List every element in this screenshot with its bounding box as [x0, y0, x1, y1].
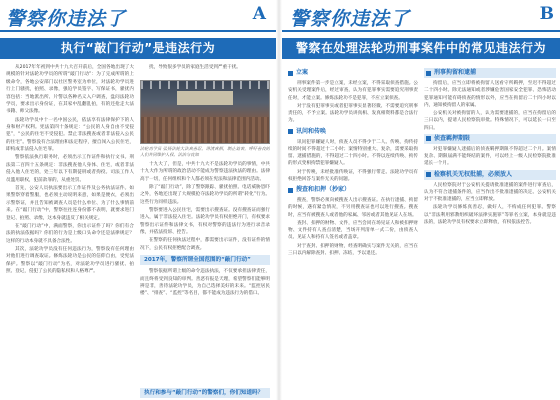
article-column-2	[424, 66, 556, 398]
masthead-title: 警察你违法了	[290, 8, 411, 30]
paragraph: 在“敲门行动”中，满面警察，你出示证件了吗？你们有合法的执法依据吗？你们的行为是上级口头命令还是法律规定？这样的行动本身就不具备合法性。	[6, 223, 134, 244]
closing-headline: 执行和参与“敲门行动”的警察们，你们知道吗？	[140, 388, 270, 398]
page-a	[0, 0, 276, 400]
section-heading: 检察机关无权批捕，必须放人	[424, 170, 556, 180]
section-heading: 讯问和传唤	[288, 127, 418, 137]
paragraph: 人民检察院对于公安机关提请批准逮捕的案件进行审查后，认为不符合逮捕条件的，应当作出不批准逮捕的决定。公安机关对于不批准逮捕的，应当立即释放。	[424, 182, 556, 203]
section-heading: 搜查和扣押（抄家）	[288, 185, 418, 195]
article-column-1	[288, 66, 418, 398]
paragraph: 刑事案件第一步是立案，未经立案，不得采取侦查措施。公安机关受理案件后，经过审查，认为有犯罪事实需要追究刑事责任时，才能立案。修炼法轮功不是犯罪，不应立案侦查。	[288, 81, 418, 101]
page-letter: B	[539, 4, 554, 24]
paragraph: 除了“敲门行动”，除了警察跟踪、骚扰拍照、电话威胁恐吓之外，各地还出现了大规模抢夺法轮功学员的所谓“转化”行为。这些行为同样违法。	[140, 185, 270, 205]
square-bullet-icon	[426, 172, 431, 177]
square-bullet-icon	[288, 71, 293, 76]
square-bullet-icon	[426, 136, 431, 141]
paragraph: 其次，法轮功学员没有任何违法行为，警察没有任何理由对他们进行调查取证。修炼法轮功是公民的信仰自由，受宪法保护。警察以“敲门行动”为名，对法轮功学员进行骚扰、拍照、登记，侵犯了公民的隐私权和人格尊严。	[6, 246, 134, 274]
paragraph: 法轮功学员修炼真善忍，做好人，不构成任何犯罪。警察以“非法利用邪教组织破坏法律实施罪”等罪名立案，本身就是违法的，法轮功学员有权要求立即释放，有权依法控告。	[424, 205, 556, 226]
masthead-rule	[0, 30, 276, 32]
page-letter: A	[252, 4, 266, 24]
paragraph: 扰，导致很多学员的家庭生活受到严重干扰。	[149, 65, 241, 70]
paragraph: 十九大了，但是，中共十九大不是法轮功学员的事情，中共十九大作为所谓的政治活动不能成为警察违法执法的理由。法律高于一切，任何组织和个人都必须在宪法和法律范围内活动。	[140, 162, 270, 182]
square-bullet-icon	[426, 71, 431, 76]
square-bullet-icon	[288, 188, 293, 193]
paragraph: 法轮功学员中十一名中国公民，依法享有法律保护下的人身和财产权利。宪法第四十条规定：“公民的人身自由不受侵犯”，“公民的住宅不受侵犯。禁止非法搜查或者非法侵入公民的住宅”。警察没有合法理由和法定程序，擅自闯入公民住宅，即构成非法侵入住宅罪。	[6, 117, 134, 153]
paragraph: 对于没有犯罪事实或者犯罪事实显著轻微、不需要追究刑事责任的，不予立案。法轮功学员讲真相、发真相资料都是合法行为。	[288, 103, 418, 124]
paragraph: 对于传唤，未经批准传唤证，不得强行带走。法轮功学员有权拒绝回答与案件无关的问题。	[288, 169, 418, 182]
article-column-2	[140, 64, 270, 390]
section-heading: 刑事拘留和逮捕	[424, 68, 556, 78]
paragraph: 查封、扣押的财物、文件，应当会同在场见证人和被扣押财物、文件持有人查点清楚，当场开列清单一式二份，由侦查人员、见证人和持有人签名或者盖章。	[288, 220, 418, 241]
article-headline: 警察在处理法轮功刑事案件中的常见违法行为	[282, 38, 560, 59]
masthead-rule	[282, 30, 560, 32]
section-heading: 侦查羁押期限	[424, 134, 556, 144]
square-bullet-icon	[288, 129, 293, 134]
masthead-title: 警察你违法了	[6, 8, 127, 30]
paragraph: 对于查封、扣押的财物，经查明确实与案件无关的，应当在三日以内解除查封、扣押、冻结，予以退还。	[288, 243, 418, 256]
paragraph: 公安机关对被拘留的人，认为需要逮捕的，应当在拘留后的三日以内，提请人民检察院审批。特殊情况下，可以延长一日至四日。	[424, 110, 556, 131]
paragraph: 在警察的任何执法过程中，都需要出示证件，没有证件的情况下，公民有权拒绝配合调查。	[140, 238, 270, 251]
news-photo	[140, 80, 270, 144]
subheading: 2017年，警察所谓全国范围的“敲门行动”	[140, 255, 270, 265]
paragraph: 搜查，警察必须向被搜查人出示搜查证。在执行逮捕、拘留的时候，遇有紧急情况，不另用搜查证也可以进行搜查。搜查时，应当有被搜查人或者他的家属、邻居或者其他见证人在场。	[288, 198, 418, 218]
paragraph: 首先，公安人员执法要出示工作证件及公务执法证件。如果警察穿着警服，也必须主动说明来意，如果是便衣，必须出示警察证，并且告知被调查人员是什么单位、为了什么事情前来。在“敲门行动”中，警察往往连身份都不表明，就要求进门登记、拍照、录像，这本身就违反了相关规定。	[6, 185, 134, 221]
paragraph: 警察要进入公民住宅，需要出示搜查证。没有搜查证而强行进入，属于非法侵入住宅。法轮功学员有权拒绝开门，有权要求警察出示证件和法律文书，有权对警察的违法行为进行录音录像，并依法投诉、控告。	[140, 208, 270, 236]
masthead	[282, 0, 560, 34]
paragraph: 警察依法执行职务时，必须出示工作证件和执行文书。刑法第二百四十五条规定：非法搜查他人身体、住宅，或者非法侵入他人住宅的，处三年以下有期徒刑或者拘役。司法工作人员滥用职权，犯前款罪的，从重处罚。	[6, 155, 134, 183]
paragraph: 警察依据所谓上级的命令违法执法，不仅要承担法律责任，而且终将受到良知的审判。善恶有报是天理，希望警察们能够明辨是非，善待法轮功学员，为自己选择美好的未来。“监控居民楼”、“排查”、“监控”等名目，都不能成为违法行为的借口。	[140, 269, 270, 297]
page-b	[282, 0, 560, 400]
article-column-1	[6, 64, 134, 396]
paragraph: 对犯罪嫌疑人逮捕后的侦查羁押期限不得超过二个月。案情复杂、期限届满不能终结的案件，可以经上一级人民检察院批准延长一个月。	[424, 146, 556, 167]
article-headline: 执行“敲门行动”是违法行为	[0, 38, 276, 59]
photo-caption: 法轮功学员 弘扬法轮大法真善忍，讲清真相，制止迫害，呼吁善良的人们共同维护人权、法治与良知	[140, 146, 270, 157]
paragraph: 从2017年年初到中共十九大召开前后，全国各地出现了大规模的针对法轮功学员的所谓“敲门行动”：为了完成所谓的上级命令，各地公安部门以社区警务室为单位，对法轮功学员进行上门骚扰，拍照、录像，强迫学员签字、写保证书，骚扰内容包括：当地派出所、片警以各种名义入户调查，盘问法轮功学员，要求出示身份证，在其家中乱翻乱拍，有的还抢走大法书籍、师父法像。	[6, 65, 134, 115]
masthead	[0, 0, 276, 34]
paragraph: 讯问犯罪嫌疑人时，侦查人员不得少于二人。传唤、拘传持续的时间不得超过十二小时；案情特别重大、复杂，需要采取拘留、逮捕措施的，不得超过二十四小时。不得以连续传唤、拘传的形式变相拘禁犯罪嫌疑人。	[288, 139, 418, 167]
section-heading: 立案	[288, 68, 418, 78]
paragraph: 拘留后，应当立即将被拘留人送看守所羁押，至迟不得超过二十四小时。除无法通知或者涉嫌危害国家安全犯罪、恐怖活动犯罪通知可能有碍侦查的情形以外，应当在拘留后二十四小时以内，通知被拘留人的家属。	[424, 81, 556, 108]
